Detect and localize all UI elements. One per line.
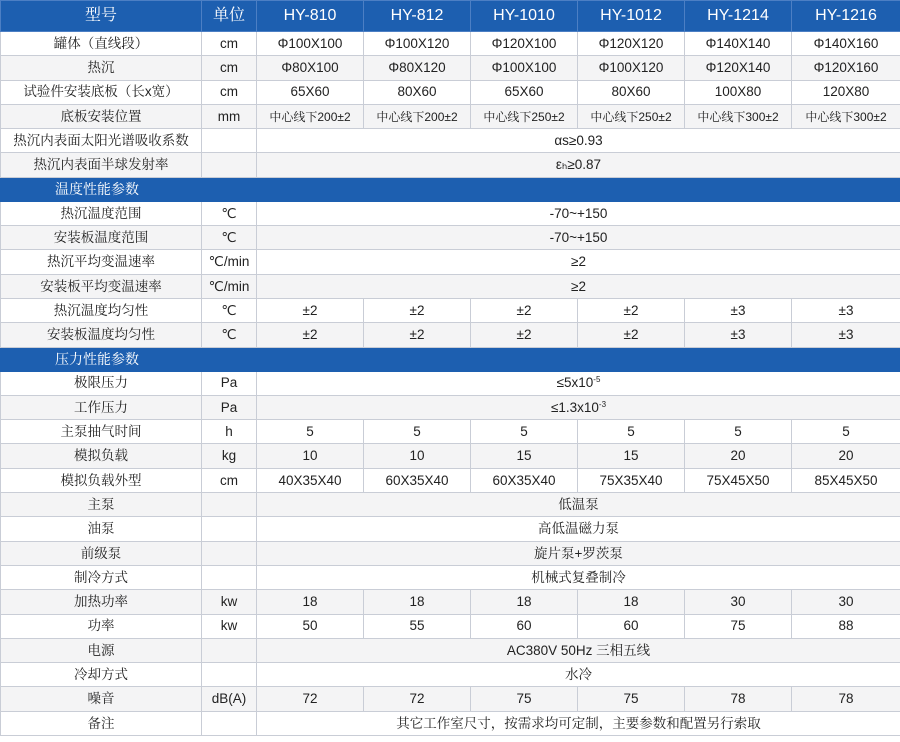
value-cell: 75: [578, 687, 685, 711]
merged-value: 机械式复叠制冷: [257, 565, 900, 589]
value-cell: 120X80: [792, 80, 900, 104]
row-unit: cm: [202, 468, 257, 492]
row-label: 主泵: [1, 493, 202, 517]
row-unit: h: [202, 420, 257, 444]
row-label: 罐体（直线段）: [1, 32, 202, 56]
header-model-name: HY-1010: [471, 1, 578, 32]
row-label: 试验件安装底板（长x宽）: [1, 80, 202, 104]
row-unit: kw: [202, 590, 257, 614]
pressure-base: ≤5x10: [556, 375, 594, 391]
value-cell: 中心线下200±2: [257, 104, 364, 128]
value-cell: 30: [685, 590, 792, 614]
merged-value: -70~+150: [257, 201, 900, 225]
value-cell: Φ120X100: [471, 32, 578, 56]
table-row: [1, 80, 900, 104]
table-row: [1, 565, 900, 589]
row-unit: [202, 541, 257, 565]
header-unit: 单位: [202, 1, 257, 32]
row-unit: [202, 493, 257, 517]
value-cell: Φ140X160: [792, 32, 900, 56]
value-cell: ±2: [364, 298, 471, 322]
table-row: [1, 323, 900, 347]
row-unit: ℃: [202, 323, 257, 347]
table-row: [1, 274, 900, 298]
value-cell: 30: [792, 590, 900, 614]
row-unit: cm: [202, 56, 257, 80]
value-cell: 60X35X40: [471, 468, 578, 492]
row-unit: [202, 565, 257, 589]
value-cell: 72: [364, 687, 471, 711]
row-label: 主泵抽气时间: [1, 420, 202, 444]
value-cell: 88: [792, 614, 900, 638]
row-unit: kg: [202, 444, 257, 468]
header-row: [1, 1, 900, 32]
value-cell: Φ120X120: [578, 32, 685, 56]
header-model-name: HY-1214: [685, 1, 792, 32]
value-cell: 80X60: [578, 80, 685, 104]
table-row: [1, 444, 900, 468]
value-cell: Φ120X160: [792, 56, 900, 80]
merged-value: 其它工作室尺寸，按需求均可定制，主要参数和配置另行索取: [257, 711, 900, 735]
row-label: 热沉温度范围: [1, 201, 202, 225]
table-row: [1, 250, 900, 274]
value-cell: 5: [471, 420, 578, 444]
pressure-base: ≤1.3x10: [550, 399, 599, 415]
row-label: 噪音: [1, 687, 202, 711]
value-cell: 65X60: [471, 80, 578, 104]
value-cell: 中心线下300±2: [792, 104, 900, 128]
row-label: 底板安装位置: [1, 104, 202, 128]
row-unit: dB(A): [202, 687, 257, 711]
merged-value: αs≥0.93: [257, 129, 900, 153]
row-label: 功率: [1, 614, 202, 638]
value-cell: ±3: [685, 323, 792, 347]
row-label: 安装板平均变温速率: [1, 274, 202, 298]
value-cell: 18: [364, 590, 471, 614]
table-row: [1, 395, 900, 419]
value-cell: ±2: [578, 298, 685, 322]
value-cell: 75X45X50: [685, 468, 792, 492]
row-unit: ℃: [202, 226, 257, 250]
value-cell: 75: [685, 614, 792, 638]
row-label: 前级泵: [1, 541, 202, 565]
value-cell: ±2: [364, 323, 471, 347]
merged-value: 低温泵: [257, 493, 900, 517]
row-label: 热沉内表面太阳光谱吸收系数: [1, 129, 202, 153]
table-row: [1, 541, 900, 565]
merged-value: ≥2: [257, 274, 900, 298]
value-cell: 75X35X40: [578, 468, 685, 492]
table-row: [1, 687, 900, 711]
section-row: [1, 177, 900, 201]
row-label: 加热功率: [1, 590, 202, 614]
value-cell: 20: [792, 444, 900, 468]
row-unit: ℃: [202, 201, 257, 225]
table-row: [1, 590, 900, 614]
value-cell: 15: [471, 444, 578, 468]
value-cell: 60: [578, 614, 685, 638]
value-cell: 18: [471, 590, 578, 614]
value-cell: 50: [257, 614, 364, 638]
value-cell: ±3: [792, 323, 900, 347]
row-unit: [202, 638, 257, 662]
row-label: 工作压力: [1, 395, 202, 419]
row-unit: [202, 129, 257, 153]
value-cell: 10: [364, 444, 471, 468]
table-row: [1, 129, 900, 153]
value-cell: Φ100X100: [471, 56, 578, 80]
value-cell: 10: [257, 444, 364, 468]
value-cell: ±2: [257, 323, 364, 347]
merged-value: 高低温磁力泵: [257, 517, 900, 541]
value-cell: Φ100X100: [257, 32, 364, 56]
table-row: [1, 201, 900, 225]
table-row: [1, 153, 900, 177]
value-cell: ±2: [578, 323, 685, 347]
value-cell: 18: [578, 590, 685, 614]
value-cell: Φ140X140: [685, 32, 792, 56]
value-cell: 55: [364, 614, 471, 638]
row-label: 极限压力: [1, 371, 202, 395]
table-row: [1, 56, 900, 80]
table-row: [1, 468, 900, 492]
row-unit: kw: [202, 614, 257, 638]
value-cell: 75: [471, 687, 578, 711]
value-cell: 60: [471, 614, 578, 638]
value-cell: 85X45X50: [792, 468, 900, 492]
header-model-name: HY-812: [364, 1, 471, 32]
table-row: [1, 493, 900, 517]
value-cell: ±3: [685, 298, 792, 322]
value-cell: ±2: [257, 298, 364, 322]
merged-value: [257, 395, 900, 419]
row-label: 制冷方式: [1, 565, 202, 589]
table-row: [1, 638, 900, 662]
row-unit: ℃/min: [202, 250, 257, 274]
value-cell: ±3: [792, 298, 900, 322]
table-row: [1, 517, 900, 541]
merged-value: 旋片泵+罗茨泵: [257, 541, 900, 565]
value-cell: 5: [792, 420, 900, 444]
row-unit: cm: [202, 80, 257, 104]
value-cell: 60X35X40: [364, 468, 471, 492]
value-cell: Φ80X120: [364, 56, 471, 80]
value-cell: 40X35X40: [257, 468, 364, 492]
row-label: 热沉: [1, 56, 202, 80]
value-cell: 15: [578, 444, 685, 468]
merged-value: 水冷: [257, 663, 900, 687]
value-cell: ±2: [471, 323, 578, 347]
table-row: [1, 663, 900, 687]
row-label: 备注: [1, 711, 202, 735]
row-label: 油泵: [1, 517, 202, 541]
value-cell: 5: [364, 420, 471, 444]
table-row: [1, 420, 900, 444]
pressure-exponent: -5: [593, 375, 601, 385]
table-row: [1, 711, 900, 735]
header-model-name: HY-810: [257, 1, 364, 32]
table-row: [1, 371, 900, 395]
merged-value: [257, 371, 900, 395]
value-cell: 5: [578, 420, 685, 444]
row-label: 电源: [1, 638, 202, 662]
value-cell: 72: [257, 687, 364, 711]
merged-value: εₕ≥0.87: [257, 153, 900, 177]
row-label: 热沉温度均匀性: [1, 298, 202, 322]
header-model: 型号: [1, 1, 202, 32]
row-unit: ℃/min: [202, 274, 257, 298]
value-cell: 78: [685, 687, 792, 711]
row-label: 模拟负载: [1, 444, 202, 468]
table-row: [1, 614, 900, 638]
value-cell: 中心线下300±2: [685, 104, 792, 128]
pressure-exponent: -3: [598, 399, 607, 409]
row-label: 冷却方式: [1, 663, 202, 687]
row-unit: ℃: [202, 298, 257, 322]
value-cell: Φ100X120: [578, 56, 685, 80]
value-cell: Φ80X100: [257, 56, 364, 80]
table-row: [1, 104, 900, 128]
value-cell: 80X60: [364, 80, 471, 104]
value-cell: 5: [257, 420, 364, 444]
value-cell: 100X80: [685, 80, 792, 104]
row-label: 热沉内表面半球发射率: [1, 153, 202, 177]
row-label: 安装板温度均匀性: [1, 323, 202, 347]
value-cell: 5: [685, 420, 792, 444]
value-cell: Φ100X120: [364, 32, 471, 56]
row-label: 热沉平均变温速率: [1, 250, 202, 274]
row-label: 模拟负载外型: [1, 468, 202, 492]
row-unit: [202, 711, 257, 735]
table-row: [1, 298, 900, 322]
row-unit: [202, 517, 257, 541]
row-unit: mm: [202, 104, 257, 128]
merged-value: -70~+150: [257, 226, 900, 250]
header-model-name: HY-1012: [578, 1, 685, 32]
row-label: 安装板温度范围: [1, 226, 202, 250]
section-row: [1, 347, 900, 371]
merged-value: ≥2: [257, 250, 900, 274]
value-cell: Φ120X140: [685, 56, 792, 80]
header-model-name: HY-1216: [792, 1, 900, 32]
value-cell: 中心线下250±2: [578, 104, 685, 128]
value-cell: ±2: [471, 298, 578, 322]
row-unit: cm: [202, 32, 257, 56]
value-cell: 18: [257, 590, 364, 614]
row-unit: [202, 663, 257, 687]
row-unit: [202, 153, 257, 177]
table-row: [1, 226, 900, 250]
section-temperature: 温度性能参数: [1, 177, 900, 201]
value-cell: 78: [792, 687, 900, 711]
value-cell: 中心线下250±2: [471, 104, 578, 128]
row-unit: Pa: [202, 395, 257, 419]
merged-value: AC380V 50Hz 三相五线: [257, 638, 900, 662]
value-cell: 65X60: [257, 80, 364, 104]
section-pressure: 压力性能参数: [1, 347, 900, 371]
row-unit: Pa: [202, 371, 257, 395]
value-cell: 20: [685, 444, 792, 468]
table-row: [1, 32, 900, 56]
value-cell: 中心线下200±2: [364, 104, 471, 128]
